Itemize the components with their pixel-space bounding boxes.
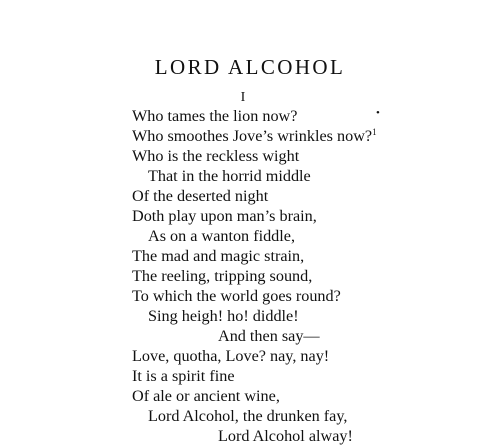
poem-line: As on a wanton fiddle, [148,227,296,245]
footnote-marker: 1 [372,127,377,137]
poem-line-text: Who smoothes Jove’s wrinkles now? [132,127,373,145]
poem-line: Of the deserted night [132,187,269,205]
poem-line: The mad and magic strain, [132,247,305,265]
poem-line: And then say— [218,327,320,345]
poem-line: That in the horrid middle [148,167,311,185]
poem-line: To which the world goes round? [132,287,341,305]
poem-line: Love, quotha, Love? nay, nay! [132,347,330,365]
poem-line: Of ale or ancient wine, [132,387,280,405]
poem-line: Doth play upon man’s brain, [132,207,317,225]
poem-line: Lord Alcohol alway! [218,427,353,445]
poem-line [132,126,377,146]
poem-line: Who tames the lion now? [132,107,298,125]
poem-line: Lord Alcohol, the drunken fay, [148,407,348,425]
poem-line: Who is the reckless wight [132,147,300,165]
ink-speck: • [376,107,380,119]
poem-title: LORD ALCOHOL [154,55,346,79]
poem-line: The reeling, tripping sound, [132,267,313,285]
poem-line: It is a spirit fine [132,367,235,385]
section-number: I [240,90,246,105]
poem-line: Sing heigh! ho! diddle! [148,307,299,325]
